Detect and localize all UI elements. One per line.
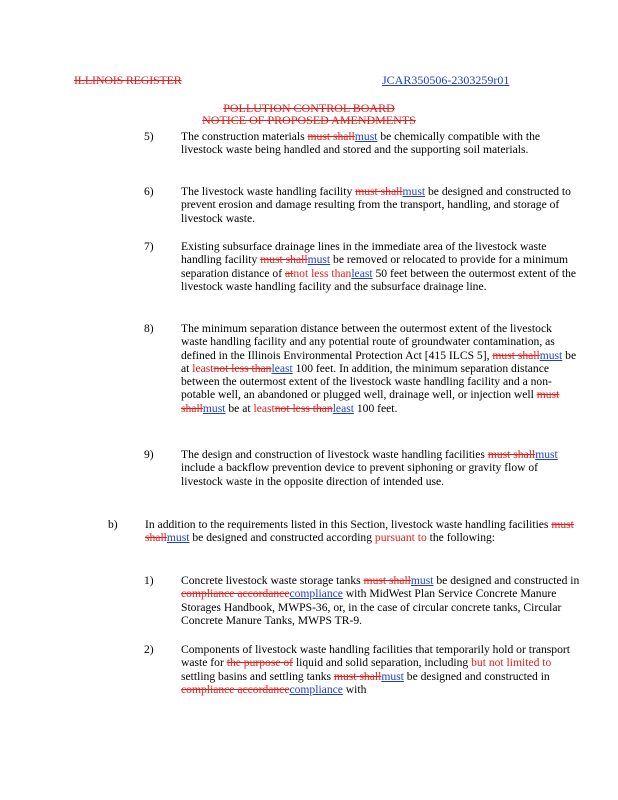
inserted-text: must [202,401,226,415]
deleted-text: not less than [274,401,333,415]
deleted-text: not less than [213,361,272,375]
register-header: ILLINOIS REGISTER [74,73,182,87]
board-title: POLLUTION CONTROL BOARD [223,101,395,115]
item-number: 9) [144,448,154,461]
item-number: 7) [144,240,154,253]
added-text: least [192,361,214,375]
inserted-text: must [535,448,558,461]
deleted-text: the purpose of [226,656,294,670]
deleted-text: compliance accordance [181,587,290,601]
inserted-text: must [381,669,404,683]
item-text: Components of livestock waste handling facilities that temporarily hold or transport waste for the purpose of liquid and solid separation, including but not limited to settling basins and settling tanks must shallmust be designed and constructed in compliance accordancecompliance with [181,643,570,696]
inserted-text: must [410,574,434,587]
inserted-text: compliance [289,682,343,696]
item-number: 5) [144,130,154,143]
item-number: 8) [144,322,154,335]
document-code: JCAR350506-2303259r01 [382,73,510,87]
item-text: In addition to the requirements listed in this Section, livestock waste handling facilities must shallmust be designed and constructed according pursuant to the following: [145,518,574,545]
notice-title: NOTICE OF PROPOSED AMENDMENTS [202,113,416,127]
inserted-text: least [351,266,373,280]
inserted-text: least [332,401,354,415]
item-text: Concrete livestock waste storage tanks must shallmust be designed and constructed in compliance accordancecompliance with MidWest Plan Service Concrete Manure Storages Handbook, MWPS-36, or, in the case of circular concrete tanks, Circular Concrete Manure Tanks, MWPS TR-9. [181,574,580,627]
item-number: 1) [144,574,154,587]
item-number: 6) [144,185,154,198]
inserted-text: least [271,361,293,375]
inserted-text: compliance [289,587,343,601]
added-text: pursuant to [374,531,427,545]
deleted-text: must shall [145,518,574,545]
added-text: but not limited to [471,656,552,670]
item-number: b) [108,518,118,531]
deleted-text: at [284,266,294,280]
added-text: least [253,401,275,415]
deleted-text: compliance accordance [181,682,290,696]
item-number: 2) [144,643,154,656]
deleted-text: must shall [307,130,355,143]
inserted-text: must [354,130,378,143]
inserted-text: must [166,531,190,545]
deleted-text: must shall [487,448,536,461]
inserted-text: must [307,253,331,267]
deleted-text: must shall [492,348,540,362]
item-text: The livestock waste handling facility must shallmust be designed and constructed to prevent erosion and damage resulting from the transport, handling, and storage of livestock waste. [181,185,571,225]
deleted-text: must shall [355,185,403,198]
deleted-text: must shall [181,388,560,415]
inserted-text: must [539,348,563,362]
added-text: not less than [293,266,352,280]
inserted-text: must [402,185,426,198]
deleted-text: must shall [260,253,308,267]
item-text: Existing subsurface drainage lines in the immediate area of the livestock waste handling facility must shallmust be removed or relocated to provide for a minimum separation distance of atnot less thanleast 50 feet between the outermost extent of the livestock waste handling facility and the subsurface drainage line. [181,240,577,293]
item-text: The construction materials must shallmust be chemically compatible with the livestock waste being handled and stored and the supporting soil materials. [181,130,541,157]
item-text: The minimum separation distance between the outermost extent of the livestock waste handling facility and any potential route of groundwater contamination, as defined in the Illinois Environmental Protection Act [415 ILCS 5], must shallmust be at leastnot less thanleast 100 feet. In addition, the minimum separation distance between the outermost extent of the livestock waste handling facility and a non-potable well, an abandoned or plugged well, drainage well, or injection well must shallmust be at leastnot less thanleast 100 feet. [181,322,577,415]
deleted-text: must shall [363,574,411,587]
deleted-text: must shall [333,669,382,683]
item-text: The design and construction of livestock waste handling facilities must shallmust include a backflow prevention device to prevent siphoning or gravity flow of livestock waste in the opposite direction of intended use. [181,448,558,488]
